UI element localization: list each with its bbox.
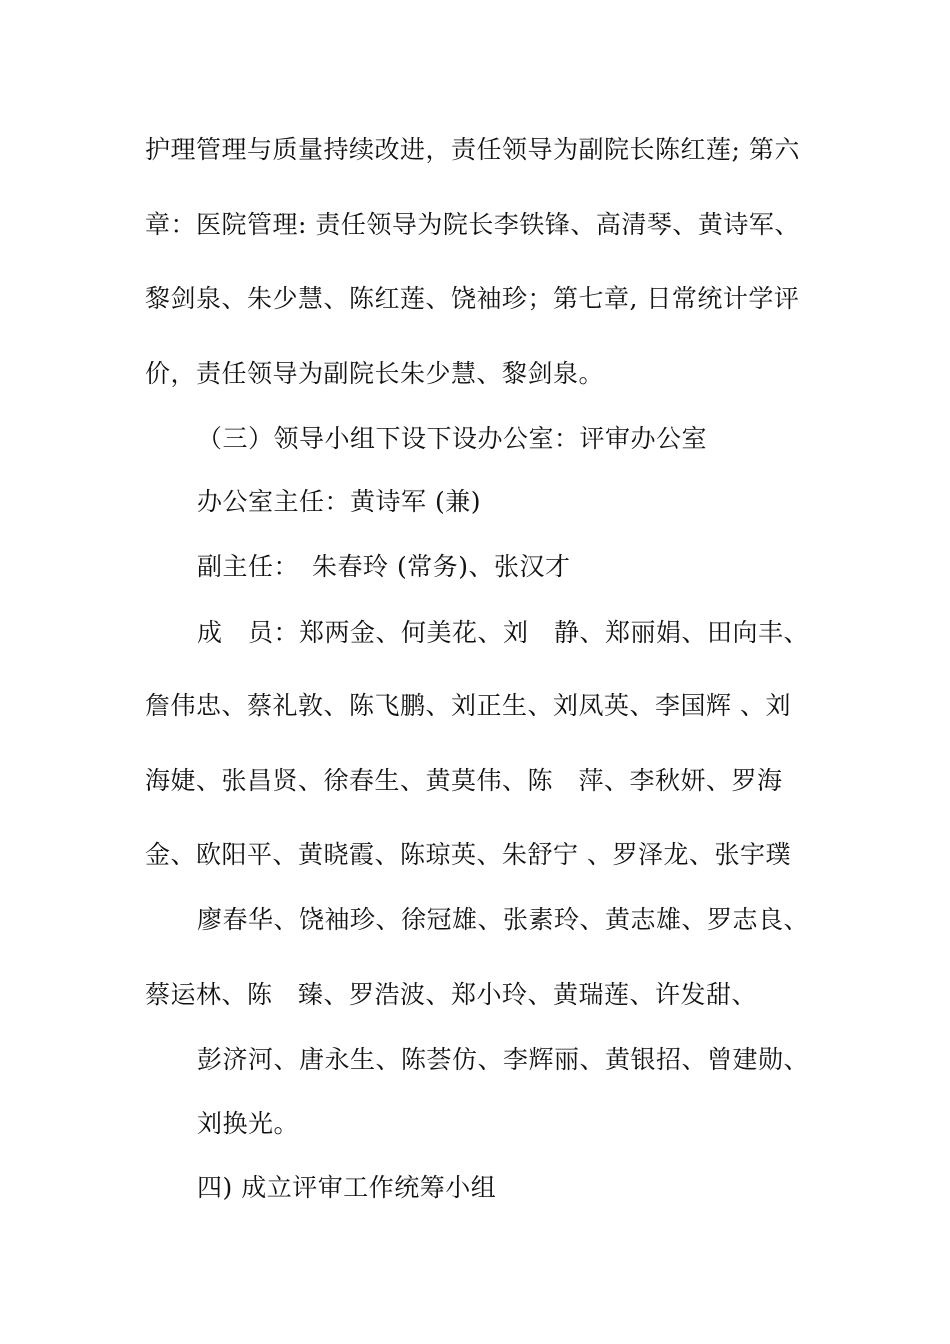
deputy-director-line: 副主任： 朱春玲 (常务)、张汉才 [197, 552, 571, 581]
paragraph-line-4: 价，责任领导为副院长朱少慧、黎剑泉。 [145, 359, 605, 388]
paragraph-line-1: 护理管理与质量持续改进，责任领导为副院长陈红莲; 第六 [145, 135, 800, 164]
members-line-6: 蔡运林、陈 臻、罗浩波、郑小玲、黄瑞莲、许发甜、 [145, 980, 758, 1009]
members-line-8: 刘换光。 [197, 1109, 300, 1138]
section-heading-office: （三）领导小组下设下设办公室：评审办公室 [197, 424, 708, 453]
paragraph-line-2: 章：医院管理: 责任领导为院长李铁锋、高清琴、黄诗军、 [145, 210, 800, 239]
members-line-3: 海婕、张昌贤、徐春生、黄莫伟、陈 萍、李秋妍、罗海 [145, 766, 783, 795]
paragraph-line-3: 黎剑泉、朱少慧、陈红莲、饶袖珍；第七章, 日常统计学评 [145, 284, 800, 313]
members-line-2: 詹伟忠、蔡礼敦、陈飞鹏、刘正生、刘凤英、李国辉 、刘 [145, 691, 791, 720]
members-line-1: 成 员：郑两金、何美花、刘 静、郑丽娟、田向丰、 [197, 618, 810, 647]
members-line-5: 廖春华、饶袖珍、徐冠雄、张素玲、黄志雄、罗志良、 [197, 905, 810, 934]
section-heading-coordination: 四) 成立评审工作统筹小组 [197, 1173, 497, 1202]
members-line-7: 彭济河、唐永生、陈荟仿、李辉丽、黄银招、曾建勋、 [197, 1045, 810, 1074]
members-line-4: 金、欧阳平、黄晓霞、陈琼英、朱舒宁 、罗泽龙、张宇璞 [145, 840, 791, 869]
office-director-line: 办公室主任：黄诗军 (兼) [197, 487, 481, 516]
